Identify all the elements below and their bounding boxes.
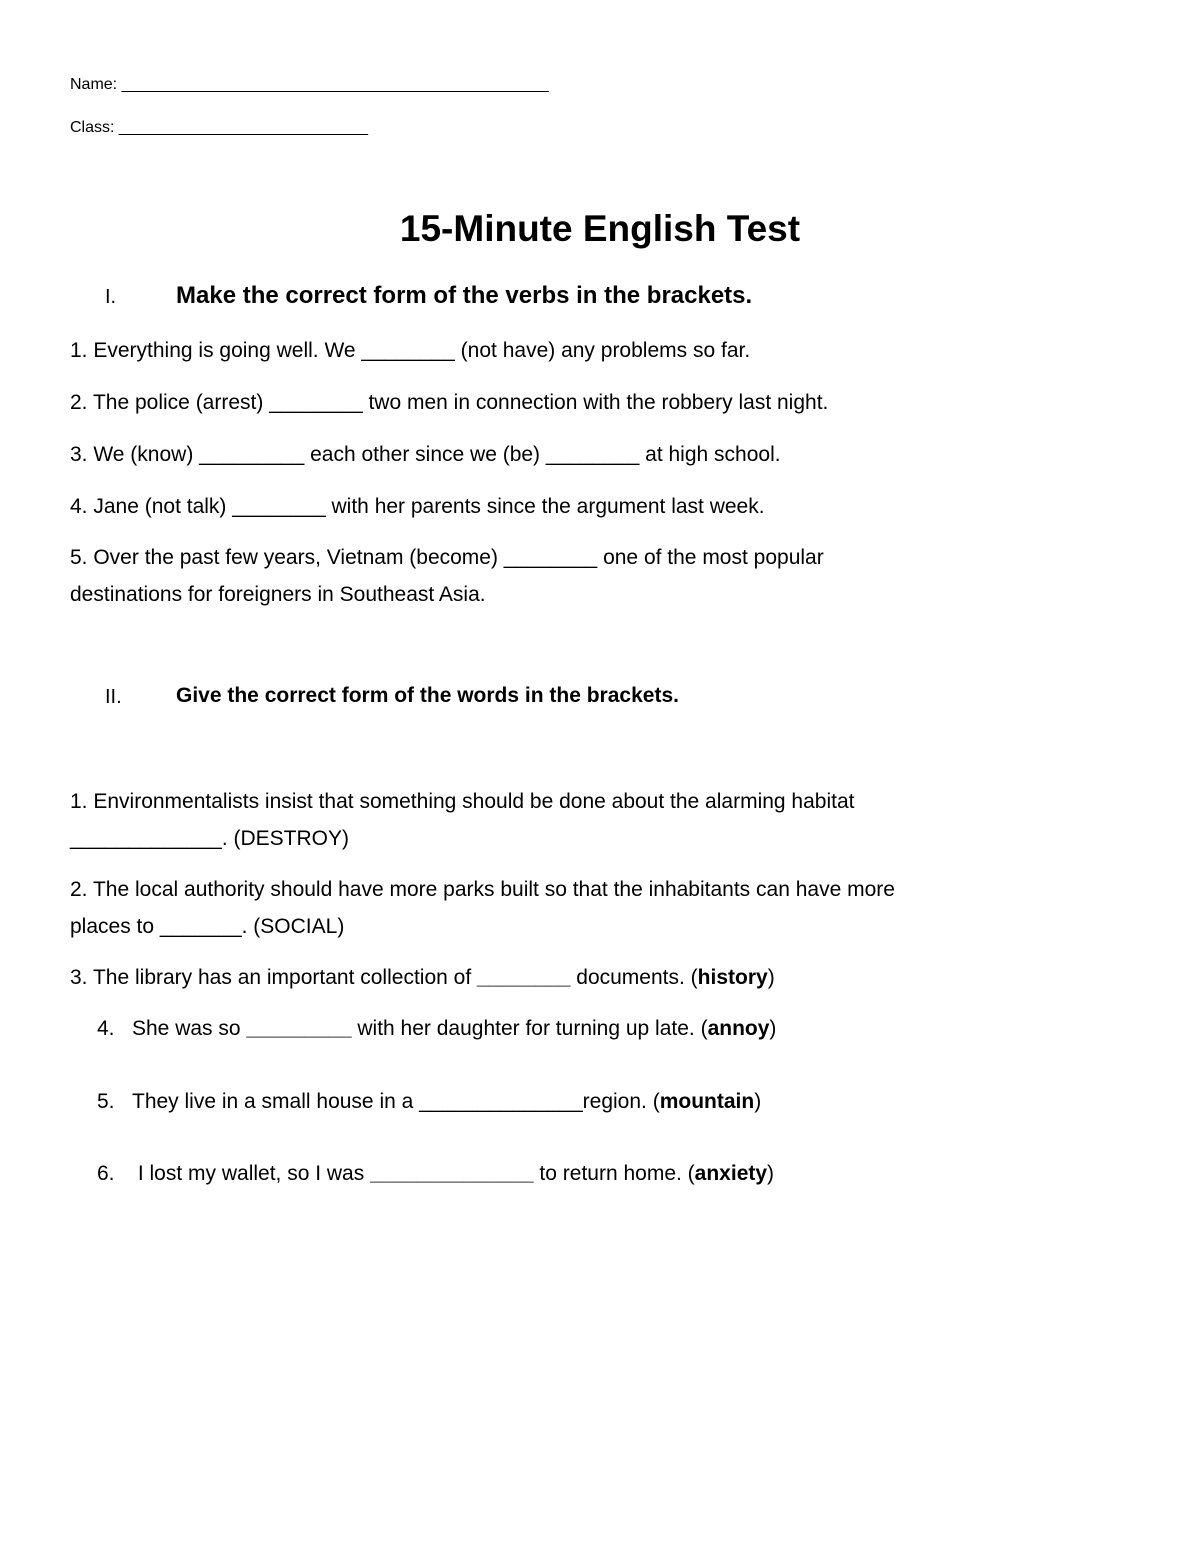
section1-item-2: 2. The police (arrest) ________ two men in connection with the robbery last night. (70, 391, 829, 414)
item3-text: 3. The library has an important collection of (70, 966, 477, 989)
section2-item-1-continued: _____________. (DESTROY) (70, 827, 349, 850)
section1-item-4: 4. Jane (not talk) ________ with her parents since the argument last week. (70, 495, 765, 518)
item4-keyword: annoy (707, 1017, 770, 1040)
section1-item-5-continued: destinations for foreigners in Southeast Asia. (70, 583, 486, 606)
item5-text: They live in a small house in a ______________region. ( (132, 1090, 660, 1113)
item4-blank: _________ (246, 1017, 352, 1040)
section2-item-3 (70, 959, 775, 996)
section2-item-2: 2. The local authority should have more parks built so that the inhabitants can have more (70, 878, 895, 901)
name-field-line: Name: ________________________________________________ (70, 76, 549, 93)
section2-item-5-number: 5. (97, 1090, 115, 1113)
item3-keyword: history (697, 966, 768, 989)
section2-item-1: 1. Environmentalists insist that something should be done about the alarming habitat (70, 790, 855, 813)
section2-heading: Give the correct form of the words in the brackets. (176, 684, 679, 707)
section2-item-5 (132, 1090, 761, 1114)
class-field-line: Class: ____________________________ (70, 119, 369, 136)
item6-text: I lost my wallet, so I was (132, 1162, 371, 1185)
item6-text-mid: to return home. ( (533, 1162, 695, 1185)
item3-blank: ________ (477, 966, 571, 989)
section1-item-5: 5. Over the past few years, Vietnam (become) ________ one of the most popular (70, 546, 824, 569)
item6-blank: ______________ (370, 1162, 534, 1185)
item6-close: ) (767, 1162, 775, 1185)
section2-item-2-continued: places to _______. (SOCIAL) (70, 915, 345, 938)
item5-keyword: mountain (659, 1090, 755, 1113)
item4-text-mid: with her daughter for turning up late. ( (351, 1017, 708, 1040)
section1-heading: Make the correct form of the verbs in the brackets. (176, 282, 753, 309)
item5-close: ) (754, 1090, 762, 1113)
section1-number: I. (105, 286, 117, 308)
section1-item-3: 3. We (know) _________ each other since we (be) ________ at high school. (70, 443, 781, 466)
section1-item-1: 1. Everything is going well. We ________ (not have) any problems so far. (70, 339, 751, 362)
item3-text-mid: documents. ( (570, 966, 698, 989)
section2-item-4-number: 4. (97, 1017, 115, 1040)
section2-item-6-number: 6. (97, 1162, 115, 1185)
item3-close: ) (767, 966, 775, 989)
section2-number: II. (105, 686, 122, 708)
item4-text: She was so (132, 1017, 247, 1040)
item6-keyword: anxiety (694, 1162, 768, 1185)
item4-close: ) (769, 1017, 777, 1040)
section2-item-6 (132, 1162, 774, 1186)
section2-item-4 (132, 1017, 776, 1041)
page-title: 15-Minute English Test (399, 208, 801, 249)
